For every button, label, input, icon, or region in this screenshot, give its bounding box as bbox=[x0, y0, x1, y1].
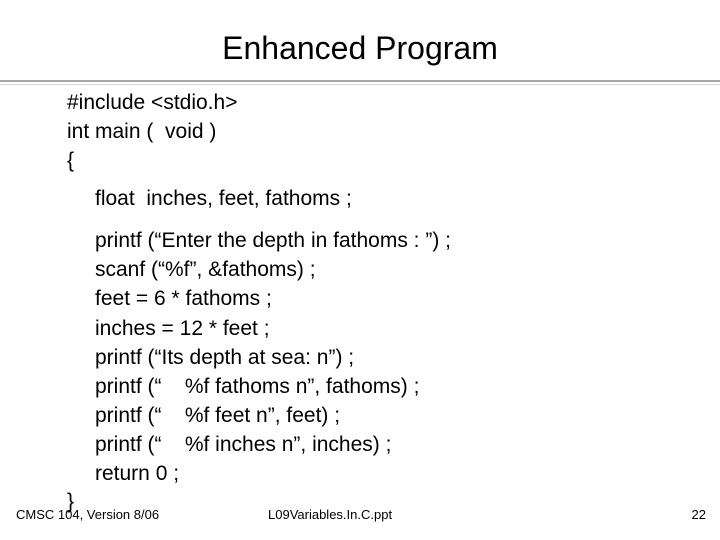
code-line: #include <stdio.h> bbox=[67, 91, 238, 114]
code-line: printf (“Enter the depth in fathoms : ”) ; bbox=[95, 229, 451, 252]
slide-title: Enhanced Program bbox=[222, 30, 498, 66]
code-line: printf (“ %f inches n”, inches) ; bbox=[95, 433, 392, 456]
footer-course: CMSC 104, Version 8/06 bbox=[16, 507, 160, 522]
footer-filename: L09Variables.In.C.ppt bbox=[268, 507, 393, 522]
footer-page-number: 22 bbox=[691, 507, 706, 522]
code-line: inches = 12 * feet ; bbox=[95, 317, 270, 340]
code-line: feet = 6 * fathoms ; bbox=[95, 287, 272, 310]
code-line: int main ( void ) bbox=[67, 120, 217, 143]
code-line: return 0 ; bbox=[95, 462, 180, 485]
code-line: { bbox=[67, 149, 75, 172]
title-divider bbox=[0, 80, 720, 82]
code-line: scanf (“%f”, &fathoms) ; bbox=[95, 258, 316, 281]
code-line: printf (“ %f feet n”, feet) ; bbox=[95, 404, 341, 427]
code-line: printf (“Its depth at sea: n”) ; bbox=[95, 346, 355, 369]
code-line: } bbox=[67, 490, 75, 513]
code-line: printf (“ %f fathoms n”, fathoms) ; bbox=[95, 375, 420, 398]
code-line: float inches, feet, fathoms ; bbox=[95, 187, 352, 210]
